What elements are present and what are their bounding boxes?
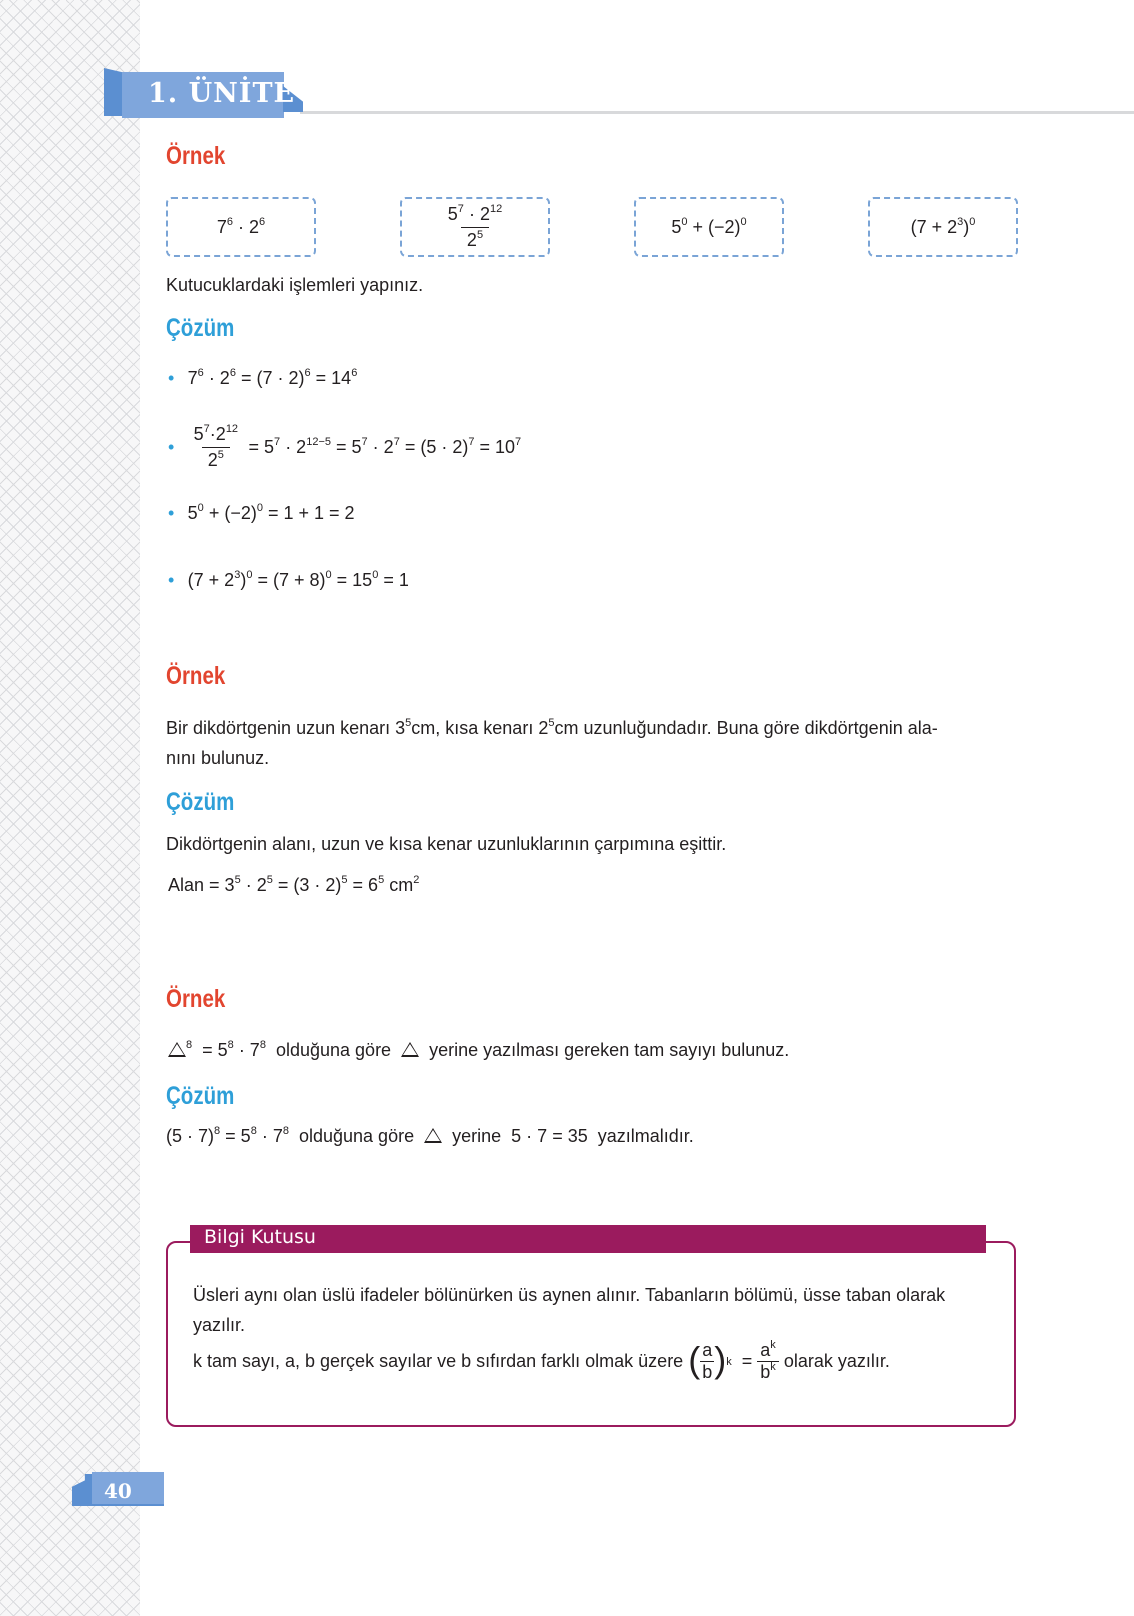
example-1-question: Kutucuklardaki işlemleri yapınız.	[166, 275, 424, 295]
area-formula: Alan = $3^5 \cdot 2^5 = (3 \cdot 2)^5 = 6^5$ $cm^2$	[168, 874, 420, 895]
example-1-heading: Örnek	[166, 142, 226, 170]
solution-2-heading: Çözüm	[166, 788, 235, 816]
solution-1-step-1: • $7^6 \cdot 2^6 = (7 \cdot 2)^6 = 14^6$	[168, 367, 358, 388]
expression-box-4: $(7 + 2^3)^0$	[868, 197, 1018, 257]
triangle-icon	[401, 1042, 419, 1057]
example-2-heading: Örnek	[166, 662, 226, 690]
info-box-rule: k tam sayı, a, b gerçek sayılar ve b sıfırdan farklı olmak üzere ( $\frac{a}{b}$ ) k = $\frac{a^k}{b^k}$ olarak yazılır.	[193, 1338, 890, 1382]
side-pattern	[0, 0, 140, 1616]
info-box-title: Bilgi Kutusu	[204, 1226, 316, 1248]
info-box-text: Üsleri aynı olan üslü ifadeler bölünürken üs aynen alınır. Tabanların bölümü, üsse taban olarak yazılır.	[193, 1285, 946, 1335]
solution-3-text: $(5 \cdot 7)^8 = 5^8 \cdot 7^8$ olduğuna göre yerine 5 · 7 = 35 yazılmalıdır.	[166, 1125, 694, 1146]
header-rule	[300, 111, 1134, 114]
example-3-heading: Örnek	[166, 985, 226, 1013]
solution-1-step-4: • $(7 + 2^3)^0 = (7 + 8)^0 = 15^0 = 1$	[168, 569, 409, 590]
page-number: 40	[104, 1479, 132, 1503]
triangle-icon	[168, 1042, 186, 1057]
triangle-icon	[424, 1128, 442, 1143]
solution-2-text: Dikdörtgenin alanı, uzun ve kısa kenar uzunluklarının çarpımına eşittir.	[166, 834, 727, 854]
expression-box-3: $5^0 + (-2)^0$	[634, 197, 784, 257]
solution-1-step-2: • $\frac{5^7\cdot 2^{12}}{2^5}$ = $5^7 \cdot 2^{12-5} = 5^7 \cdot 2^7 = (5 \cdot 2)^7 = 10^7$	[168, 423, 522, 470]
expression-box-1: $7^6 \cdot 2^6$	[166, 197, 316, 257]
solution-1-heading: Çözüm	[166, 314, 235, 342]
unit-title: 1. ÜNİTE	[148, 78, 296, 109]
example-3-question: $^8 = 5^8 \cdot 7^8$ olduğuna göre yerine yazılması gereken tam sayıyı bulunuz.	[168, 1040, 789, 1061]
solution-3-heading: Çözüm	[166, 1082, 235, 1110]
solution-1-step-3: • $5^0 + (-2)^0 = 1 + 1 = 2$	[168, 502, 355, 523]
expression-box-2: $\frac{5^7 \cdot 2^{12}}{2^5}$	[400, 197, 550, 257]
example-2-question: Bir dikdörtgenin uzun kenarı $3^5cm$, kısa kenarı $2^5cm$ uzunluğundadır. Buna göre dikdörtgenin ala- nını bulunuz.	[166, 717, 938, 768]
